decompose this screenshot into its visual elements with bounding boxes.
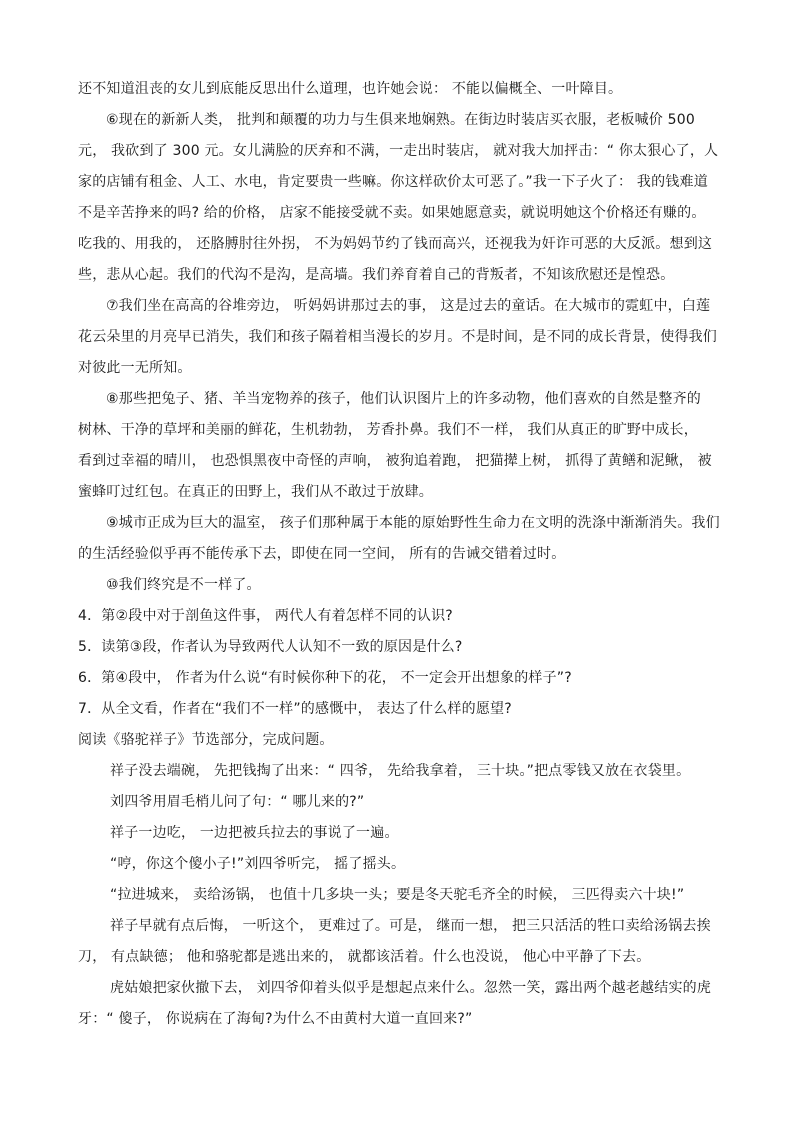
excerpt-paragraph: “哼，你这个傻小子!”刘四爷听完， 摇了摇头。	[110, 856, 406, 872]
paragraph-8-line: 蜜蜂叮过红包。在真正的田野上，我们从不敢过于放肆。	[78, 484, 433, 500]
document-body	[78, 74, 723, 1035]
paragraph-6-line: 不是辛苦挣来的吗? 给的价格， 店家不能接受就不卖。如果她愿意卖，就说明她这个价格还有赚的。	[78, 205, 706, 221]
paragraph-7-line: ⑦我们坐在高高的谷堆旁边， 听妈妈讲那过去的事， 这是过去的童话。在大城市的霓虹中，白莲	[106, 298, 711, 314]
reading-instruction: 阅读《骆驼祥子》节选部分，完成问题。	[78, 732, 334, 748]
paragraph-8-line: 树林、干净的草坪和美丽的鲜花，生机勃勃， 芳香扑鼻。我们不一样， 我们从真正的旷野中成长，	[78, 422, 698, 438]
excerpt-paragraph: “拉进城来， 卖给汤锅， 也值十几多块一头；要是冬天驼毛齐全的时候， 三匹得卖六十块!”	[110, 887, 685, 903]
paragraph-8-line: 看到过幸福的晴川， 也恐惧黑夜中奇怪的声响， 被狗追着跑， 把猫撵上树， 抓得了黄鳝和泥鳅， 被	[78, 453, 712, 469]
paragraph-7-line: 对彼此一无所知。	[78, 360, 192, 376]
paragraph-9-line: ⑨城市正成为巨大的温室， 孩子们那种属于本能的原始野性生命力在文明的洗涤中渐渐消失。我们	[106, 515, 720, 531]
paragraph-5-end: 还不知道沮丧的女儿到底能反思出什么道理，也许她会说： 不能以偏概全、一叶障目。	[78, 81, 623, 97]
excerpt-paragraph: 虎姑娘把家伙撤下去， 刘四爷仰着头似乎是想起点来什么。忽然一笑，露出两个越老越结实的虎	[110, 980, 712, 996]
excerpt-paragraph: 牙：“ 傻子， 你说病在了海甸?为什么不由黄村大道一直回来?”	[78, 1011, 473, 1027]
paragraph-6-line: 吃我的、用我的， 还胳膊肘往外拐， 不为妈妈节约了钱而高兴，还视我为奸诈可恶的大反派。想到这	[78, 236, 713, 252]
paragraph-7-line: 花云朵里的月亮早已消失，我们和孩子隔着相当漫长的岁月。不是时间，是不同的成长背景，使得我们	[78, 329, 717, 345]
question-6: 6．第④段中， 作者为什么说“有时候你种下的花， 不一定会开出想象的样子”?	[78, 670, 572, 686]
excerpt-paragraph: 刘四爷用眉毛梢儿问了句：“ 哪儿来的?”	[110, 794, 365, 810]
paragraph-8-line: ⑧那些把兔子、猪、羊当宠物养的孩子，他们认识图片上的许多动物，他们喜欢的自然是整齐的	[106, 391, 701, 407]
excerpt-paragraph: 祥子一边吃， 一边把被兵拉去的事说了一遍。	[110, 825, 399, 841]
excerpt-paragraph: 刀， 有点缺德； 他和骆驼都是逃出来的， 就都该活着。什么也没说， 他心中平静了下去。	[78, 949, 651, 965]
excerpt-paragraph: 祥子早就有点后悔， 一听这个， 更难过了。可是， 继而一想， 把三只活活的牲口卖给汤锅去挨	[110, 918, 711, 934]
paragraph-6-line: 些，悲从心起。我们的代沟不是沟，是高墙。我们养育着自己的背叛者，不知该欣慰还是惶恐。	[78, 267, 675, 283]
question-5: 5．读第③段，作者认为导致两代人认知不一致的原因是什么?	[78, 639, 463, 655]
paragraph-6-line: ⑥现在的新新人类， 批判和颠覆的功力与生俱来地娴熟。在街边时装店买衣服，老板喊价 500	[106, 112, 695, 128]
excerpt-paragraph: 祥子没去端碗， 先把钱掏了出来：“ 四爷， 先给我拿着， 三十块。”把点零钱又放在衣袋里。	[110, 763, 691, 779]
question-4: 4．第②段中对于剖鱼这件事， 两代人有着怎样不同的认识?	[78, 608, 453, 624]
question-7: 7．从全文看，作者在“我们不一样”的感慨中， 表达了什么样的愿望?	[78, 701, 512, 717]
paragraph-9-line: 的生活经验似乎再不能传承下去，即使在同一空间， 所有的告诫交错着过时。	[78, 546, 566, 562]
paragraph-6-line: 元， 我砍到了 300 元。女儿满脸的厌弃和不满，一走出时装店， 就对我大加抨击：“ 你太狠心了，人	[78, 143, 719, 159]
paragraph-10: ⑩我们终究是不一样了。	[106, 577, 261, 593]
paragraph-6-line: 家的店铺有租金、人工、水电，肯定要贵一些嘛。你这样砍价太可恶了。”我一下子火了： 我的钱难道	[78, 174, 708, 190]
